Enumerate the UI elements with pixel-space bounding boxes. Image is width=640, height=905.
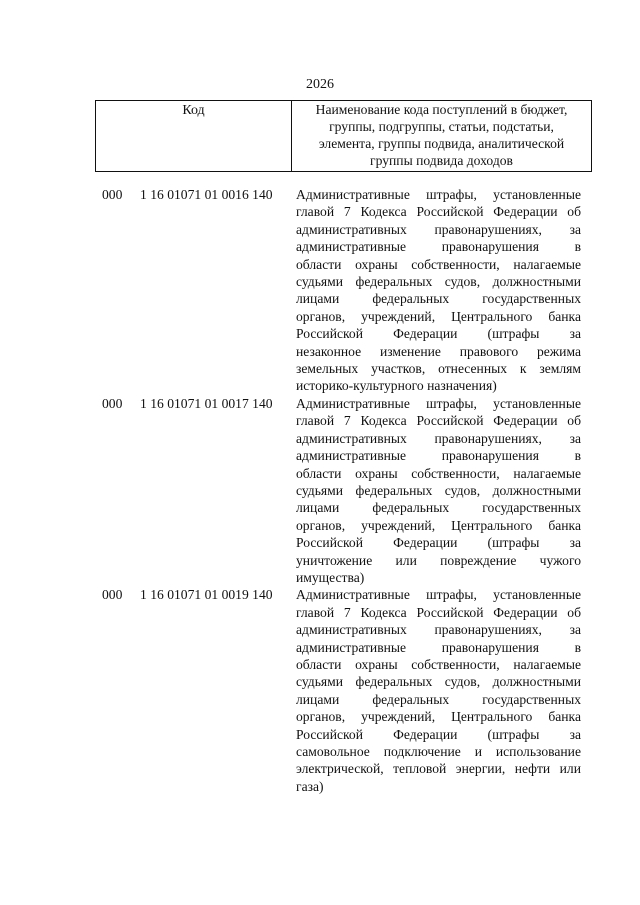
description-line: Российской Федерации (штрафы за (296, 726, 581, 742)
table-row (0, 395, 640, 586)
description-line: незаконное изменение правового режима (296, 343, 581, 359)
description-line: лицами федеральных государственных (296, 500, 581, 516)
description-line: области охраны собственности, налагаемые (296, 465, 581, 481)
description-line: Российской Федерации (штрафы за (296, 535, 581, 551)
header-name-line: элемента, группы подвида, аналитической (318, 136, 565, 151)
description-line: самовольное подключение и использование (296, 744, 581, 759)
header-code-label: Код (182, 103, 205, 118)
description-line: Административные штрафы, установленные (296, 187, 581, 202)
income-code: 1 16 01071 01 0019 140 (140, 587, 273, 603)
description-line: главой 7 Кодекса Российской Федерации об (296, 604, 581, 620)
admin-code: 000 (102, 587, 123, 603)
description-line: области охраны собственности, налагаемые (296, 256, 581, 272)
page-number: 2026 (306, 77, 334, 92)
description-line: административных правонарушениях, за (296, 622, 581, 638)
table-row (0, 186, 640, 395)
table-row (0, 586, 640, 795)
description-line: административные правонарушения в (296, 239, 581, 255)
income-description (296, 395, 581, 586)
description-line: уничтожение или повреждение чужого (296, 552, 581, 568)
description-line: главой 7 Кодекса Российской Федерации об (296, 204, 581, 220)
income-description (296, 186, 581, 395)
admin-code: 000 (102, 187, 123, 202)
description-line: судьями федеральных судов, должностными (296, 482, 581, 498)
table-header (95, 100, 592, 172)
income-code: 1 16 01071 01 0017 140 (140, 395, 273, 411)
header-name-line: Наименование кода поступлений в бюджет, (315, 102, 568, 117)
description-line: Российской Федерации (штрафы за (296, 326, 581, 342)
description-line: историко-культурного назначения) (296, 378, 497, 394)
description-line: судьями федеральных судов, должностными (296, 274, 581, 290)
description-line: электрической, тепловой энергии, нефти или (296, 761, 581, 777)
description-line: административных правонарушениях, за (296, 221, 581, 237)
description-line: органов, учреждений, Центрального банка (296, 517, 581, 533)
header-name-line: группы, подгруппы, статьи, подстатьи, (329, 119, 554, 134)
description-line: Административные штрафы, установленные (296, 395, 581, 411)
income-code: 1 16 01071 01 0016 140 (140, 187, 273, 202)
header-code-column (96, 101, 292, 171)
description-line: органов, учреждений, Центрального банка (296, 709, 581, 725)
description-line: административных правонарушениях, за (296, 430, 581, 446)
description-line: Административные штрафы, установленные (296, 587, 581, 603)
description-line: судьями федеральных судов, должностными (296, 674, 581, 690)
description-line: земельных участков, отнесенных к землям (296, 361, 581, 377)
description-line: органов, учреждений, Центрального банка (296, 308, 581, 324)
header-name-column (292, 101, 591, 171)
description-line: области охраны собственности, налагаемые (296, 656, 581, 672)
header-name-line: группы подвида доходов (370, 153, 513, 168)
description-line: лицами федеральных государственных (296, 291, 581, 307)
description-line: главой 7 Кодекса Российской Федерации об (296, 413, 581, 429)
description-line: лицами федеральных государственных (296, 691, 581, 707)
description-line: имущества) (296, 569, 365, 585)
description-line: административные правонарушения в (296, 448, 581, 464)
income-description (296, 586, 581, 795)
entries-list (0, 186, 640, 795)
description-line: административные правонарушения в (296, 639, 581, 655)
description-line: газа) (296, 778, 324, 794)
admin-code: 000 (102, 395, 123, 411)
